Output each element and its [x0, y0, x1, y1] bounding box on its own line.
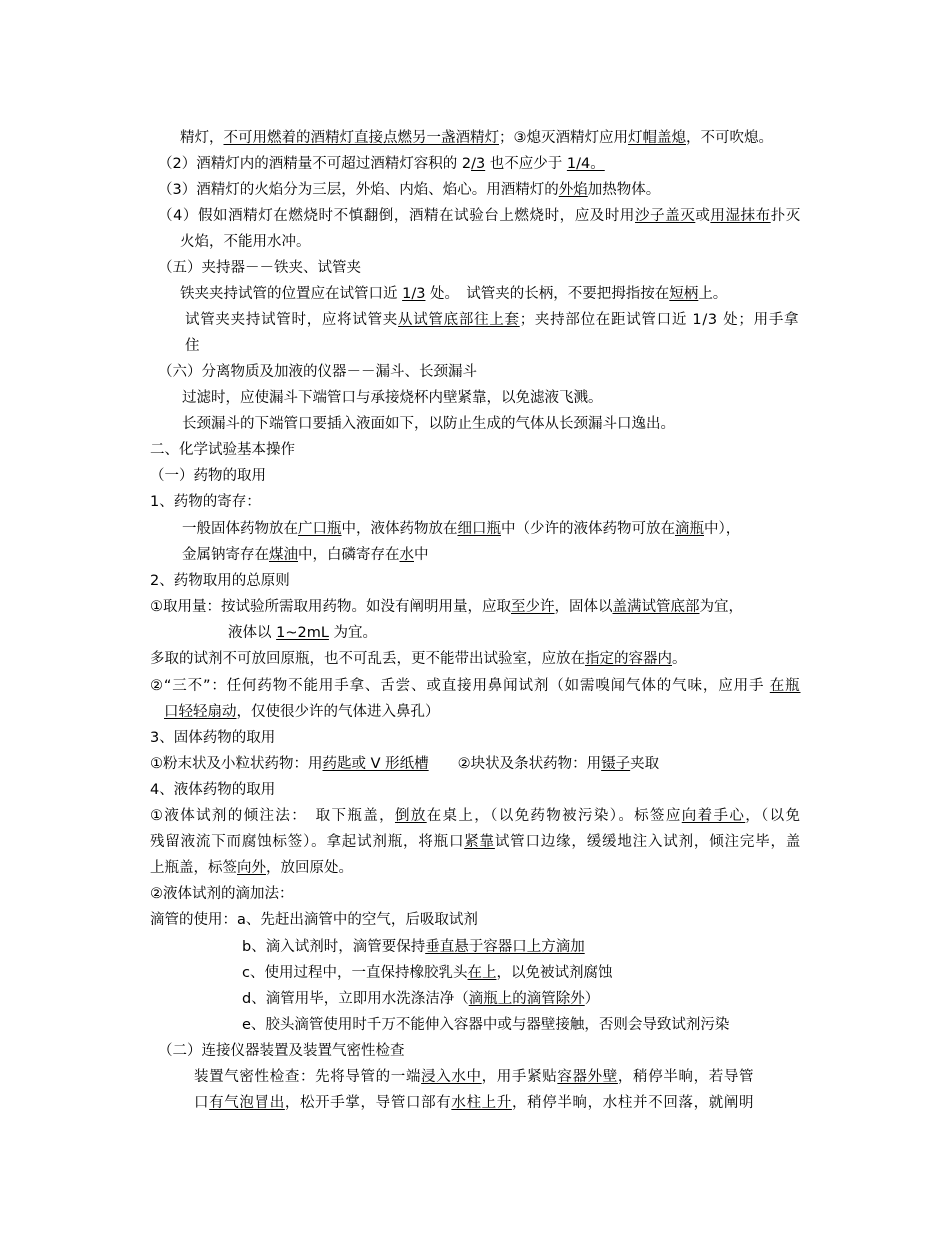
text-line [242, 1015, 729, 1035]
text-run: 一般固体药物放在 [182, 521, 298, 537]
text-run: ①取用量：按试验所需取用药物。如没有阐明用量，应取 [150, 599, 511, 615]
underlined-key-phrase: /3 [471, 156, 486, 172]
underlined-key-phrase: 广口瓶 [298, 521, 342, 537]
text-run: ①液体试剂的倾注法： 取下瓶盖， [150, 808, 395, 824]
text-run: 也不应少于 [485, 156, 567, 172]
text-run: 滴管的使用：a、先赶出滴管中的空气，后吸取试剂 [150, 912, 478, 928]
text-run: ，仅使很少许的气体进入鼻孔） [236, 704, 440, 720]
text-line [158, 154, 605, 174]
text-run: ，稍停半晌，若导管 [617, 1069, 755, 1085]
underlined-key-phrase: 1/3 [402, 286, 426, 302]
text-run: ，稍停半晌，水柱并不回落，就阐明 [511, 1095, 755, 1111]
text-run: ；夹持部位在距试管口近 1/3 处；用手拿 [519, 312, 800, 328]
text-line [150, 597, 743, 617]
underlined-key-phrase: 镊子 [601, 756, 631, 772]
text-run: 。 [672, 651, 687, 667]
text-run: ②块状及条状药物：用 [428, 756, 602, 772]
text-run: 试管夹夹持试管时，应将试管夹 [185, 312, 398, 328]
underlined-key-phrase: 紧靠 [464, 834, 495, 850]
text-run: （4）假如酒精灯在燃烧时不慎翻倒，酒精在试验台上燃烧时，应及时用 [158, 208, 636, 224]
underlined-key-phrase: 短柄 [669, 286, 699, 302]
text-line [164, 702, 440, 722]
text-run: ②液体试剂的滴加法： [150, 886, 294, 902]
text-line [158, 258, 361, 278]
text-line [158, 206, 801, 226]
underlined-key-phrase: 倒放 [394, 808, 427, 824]
text-line [228, 623, 377, 643]
text-line [150, 571, 290, 591]
text-run: 残留液流下而腐蚀标签）。拿起试剂瓶，将瓶口 [150, 834, 465, 850]
text-run: 多取的试剂不可放回原瓶，也不可乱丢，更不能带出试验室，应放在 [150, 651, 585, 667]
text-run: ，用手紧贴 [481, 1069, 558, 1085]
text-run: e、胶头滴管使用时千万不能伸入容器中或与器壁接触，否则会导致试剂污染 [242, 1017, 730, 1033]
underlined-key-phrase: 灯帽盖熄 [628, 130, 686, 146]
text-line [185, 336, 200, 356]
text-line [150, 806, 801, 826]
text-run: （五）夹持器－－铁夹、试管夹 [158, 260, 361, 276]
text-run: 为宜， [699, 599, 743, 615]
text-line [150, 884, 294, 904]
text-run: 中）， [704, 521, 741, 537]
text-line [242, 963, 612, 983]
underlined-key-phrase: 沙子盖灭 [635, 208, 696, 224]
underlined-key-phrase: 外焰 [558, 182, 588, 198]
underlined-key-phrase: 药匙或 V 形纸槽 [322, 756, 429, 772]
text-run: 扑灭 [770, 208, 801, 224]
underlined-key-phrase: 垂直悬于容器口上方滴加 [425, 939, 585, 955]
text-run: 2、药物取用的总原则 [150, 573, 290, 589]
text-run: （六）分离物质及加液的仪器－－漏斗、长颈漏斗 [158, 364, 477, 380]
text-line [182, 388, 603, 408]
underlined-key-phrase: 盖满试管底部 [612, 599, 700, 615]
text-run: ；③熄灭酒精灯应用 [499, 130, 628, 146]
text-run: 中（少许的液体药物可放在 [501, 521, 675, 537]
text-line [158, 1041, 405, 1061]
text-run: ，放回原处。 [266, 860, 353, 876]
text-run: 中，液体药物放在 [341, 521, 458, 537]
underlined-key-phrase: 1~2mL [276, 625, 329, 641]
text-run: 在桌上，（以免药物被污染）。标签应 [426, 808, 682, 824]
underlined-key-phrase: 浸入水中 [421, 1069, 482, 1085]
text-run: ，固体以 [554, 599, 613, 615]
text-run: （一）药物的取用 [150, 468, 266, 484]
text-line [194, 1093, 754, 1113]
underlined-key-phrase: 水柱上升 [451, 1095, 512, 1111]
text-run: 处。 试管夹的长柄，不要把拇指按在 [425, 286, 670, 302]
underlined-key-phrase: 至少许 [511, 599, 555, 615]
text-run: （3）酒精灯的火焰分为三层，外焰、内焰、焰心。用酒精灯的 [158, 182, 559, 198]
text-run: 中，白磷寄存在 [298, 547, 400, 563]
text-line [242, 989, 599, 1009]
text-line [150, 466, 266, 486]
text-run: 口 [194, 1095, 210, 1111]
text-run: 长颈漏斗的下端管口要插入液面如下，以防止生成的气体从长颈漏斗口逸出。 [182, 416, 675, 432]
text-run: 加热物体。 [587, 182, 661, 198]
text-run: 二、化学试验基本操作 [150, 442, 295, 458]
text-run: ，以免被试剂腐蚀 [496, 965, 613, 981]
text-run: （2）酒精灯内的酒精量不可超过酒精灯容积的 2 [158, 156, 472, 172]
underlined-key-phrase: 向外 [237, 860, 266, 876]
text-run: （二）连接仪器装置及装置气密性检查 [158, 1043, 405, 1059]
text-run: ） [584, 991, 600, 1007]
text-run: d、滴管用毕，立即用水洗涤洁净（ [242, 991, 469, 1007]
text-run: 精灯， [180, 130, 224, 146]
text-run: 液体以 [228, 625, 277, 641]
underlined-key-phrase: 有气泡冒出 [209, 1095, 285, 1111]
text-run: ，松开手掌，导管口部有 [284, 1095, 452, 1111]
underlined-key-phrase: 水 [399, 547, 414, 563]
text-run: 3、固体药物的取用 [150, 730, 276, 746]
text-line [185, 310, 799, 330]
text-run: 金属钠寄存在 [182, 547, 269, 563]
text-run: 夹取 [630, 756, 660, 772]
text-run: 中 [414, 547, 429, 563]
text-run: 铁夹夹持试管的位置应在试管口近 [180, 286, 403, 302]
text-line [182, 545, 429, 565]
text-run: 火焰，不能用水冲。 [180, 234, 311, 250]
underlined-key-phrase: 不可用燃着的酒精灯直接点燃另一盏酒精灯 [223, 130, 499, 146]
text-line [194, 1067, 754, 1087]
text-line [150, 832, 801, 852]
text-run: 过滤时，应使漏斗下端管口与承接烧杯内壁紧靠，以免滤液飞溅。 [182, 390, 603, 406]
underlined-key-phrase: 1/4。 [566, 156, 605, 172]
text-run: 上。 [698, 286, 728, 302]
underlined-key-phrase: 指定的容器内 [585, 651, 672, 667]
text-line [158, 180, 660, 200]
underlined-key-phrase: 滴瓶上的滴管除外 [468, 991, 585, 1007]
underlined-key-phrase: 滴瓶 [675, 521, 704, 537]
underlined-key-phrase: 在上 [467, 965, 497, 981]
text-line [150, 649, 687, 669]
text-line [150, 858, 353, 878]
text-run: 装置气密性检查：先将导管的一端 [194, 1069, 422, 1085]
text-line [182, 414, 675, 434]
text-run: 为宜。 [328, 625, 378, 641]
text-run: 住 [185, 338, 200, 354]
text-line [150, 780, 275, 800]
underlined-key-phrase: 容器外壁 [557, 1069, 618, 1085]
text-run: ，（以免 [745, 808, 802, 824]
text-line [180, 128, 773, 148]
underlined-key-phrase: 口轻轻扇动 [164, 704, 237, 720]
text-line [150, 440, 295, 460]
text-run: c、使用过程中，一直保持橡胶乳头 [242, 965, 468, 981]
text-run: 或 [695, 208, 711, 224]
text-line [150, 910, 478, 930]
text-run: ，不可吹熄。 [686, 130, 773, 146]
text-run: 4、液体药物的取用 [150, 782, 276, 798]
underlined-key-phrase: 从试管底部往上套 [398, 312, 520, 328]
underlined-key-phrase: 向着手心 [681, 808, 746, 824]
text-line [150, 754, 659, 774]
text-run: 上瓶盖，标签 [150, 860, 237, 876]
underlined-key-phrase: 在瓶 [769, 678, 801, 694]
text-run: ①粉末状及小粒状药物：用 [150, 756, 323, 772]
text-line [150, 728, 275, 748]
text-run: b、滴入试剂时，滴管要保持 [242, 939, 426, 955]
underlined-key-phrase: 细口瓶 [457, 521, 501, 537]
text-line [180, 284, 727, 304]
text-line [150, 676, 801, 696]
text-line [158, 362, 477, 382]
text-run: ②“三不”：任何药物不能用手拿、舌尝、或直接用鼻闻试剂（如需嗅闻气体的气味，应用手 [150, 678, 770, 694]
underlined-key-phrase: 用湿抹布 [710, 208, 771, 224]
underlined-key-phrase: 煤油 [269, 547, 298, 563]
text-run: 1、药物的寄存： [150, 494, 261, 510]
text-line [150, 492, 261, 512]
text-line [182, 519, 740, 539]
text-run: 试管口边缘，缓缓地注入试剂，倾注完毕，盖 [494, 834, 802, 850]
text-line [242, 937, 585, 957]
text-line [180, 232, 311, 252]
